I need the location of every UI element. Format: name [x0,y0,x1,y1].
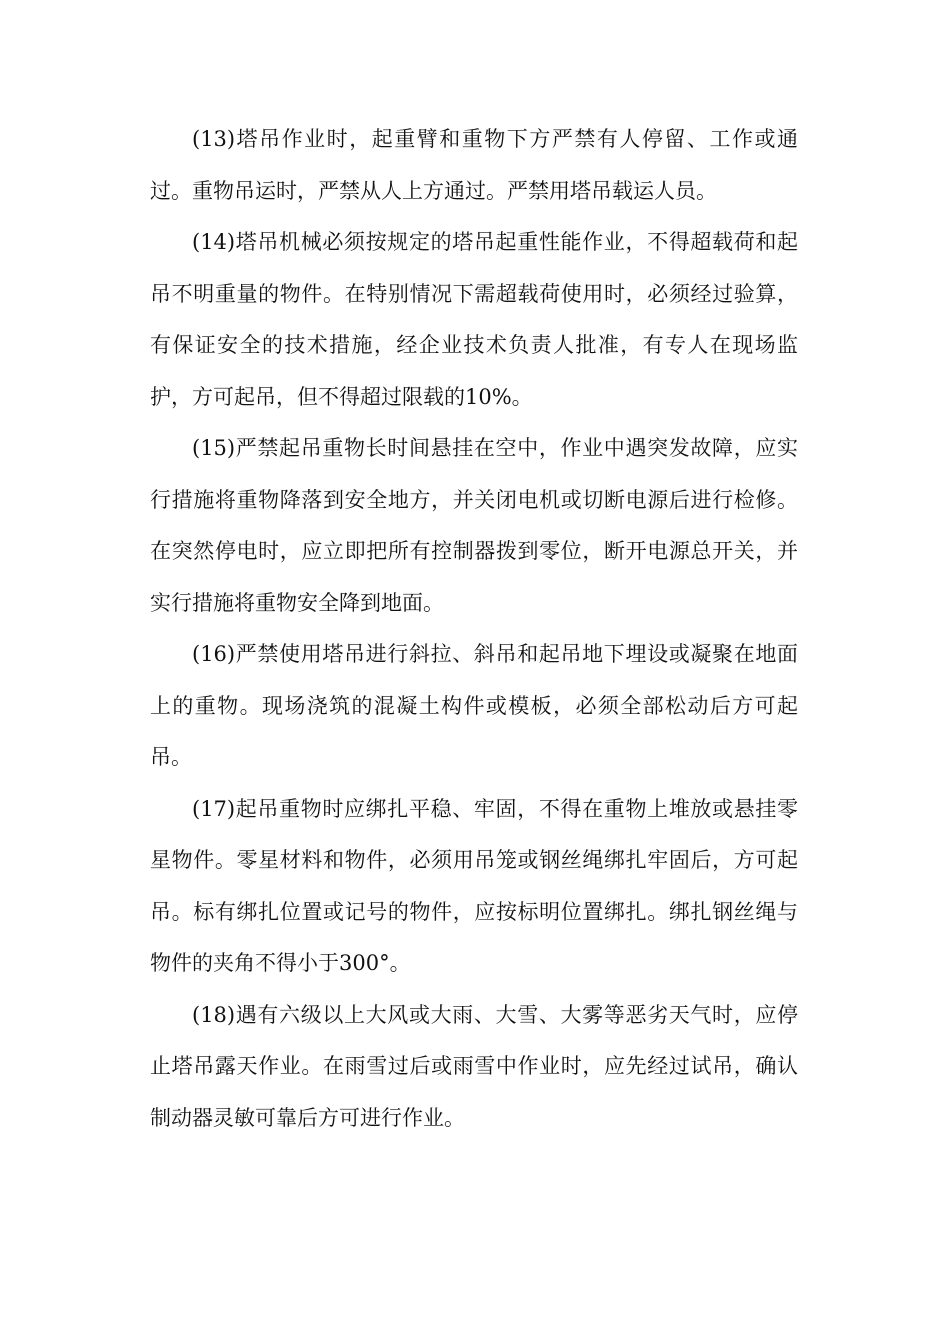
document-body [150,114,798,1144]
paragraph-17: (17)起吊重物时应绑扎平稳、牢固，不得在重物上堆放或悬挂零星物件。零星材料和物件，必须用吊笼或钢丝绳绑扎牢固后，方可起吊。标有绑扎位置或记号的物件，应按标明位置绑扎。绑扎钢丝绳与物件的夹角不得小于300°。 [150,796,798,975]
paragraph-14: (14)塔吊机械必须按规定的塔吊起重性能作业，不得超载荷和起吊不明重量的物件。在特别情况下需超载荷使用时，必须经过验算，有保证安全的技术措施，经企业技术负责人批准，有专人在现场监护，方可起吊，但不得超过限载的10%。 [150,230,798,409]
paragraph-15: (15)严禁起吊重物长时间悬挂在空中，作业中遇突发故障，应实行措施将重物降落到安全地方，并关闭电机或切断电源后进行检修。在突然停电时，应立即把所有控制器拨到零位，断开电源总开关，并实行措施将重物安全降到地面。 [150,436,798,615]
paragraph-16: (16)严禁使用塔吊进行斜拉、斜吊和起吊地下埋设或凝聚在地面上的重物。现场浇筑的混凝土构件或模板，必须全部松动后方可起吊。 [150,642,798,769]
paragraph-18: (18)遇有六级以上大风或大雨、大雪、大雾等恶劣天气时，应停止塔吊露天作业。在雨雪过后或雨雪中作业时，应先经过试吊，确认制动器灵敏可靠后方可进行作业。 [150,1002,798,1130]
paragraph-13: (13)塔吊作业时，起重臂和重物下方严禁有人停留、工作或通过。重物吊运时，严禁从人上方通过。严禁用塔吊载运人员。 [150,127,798,203]
